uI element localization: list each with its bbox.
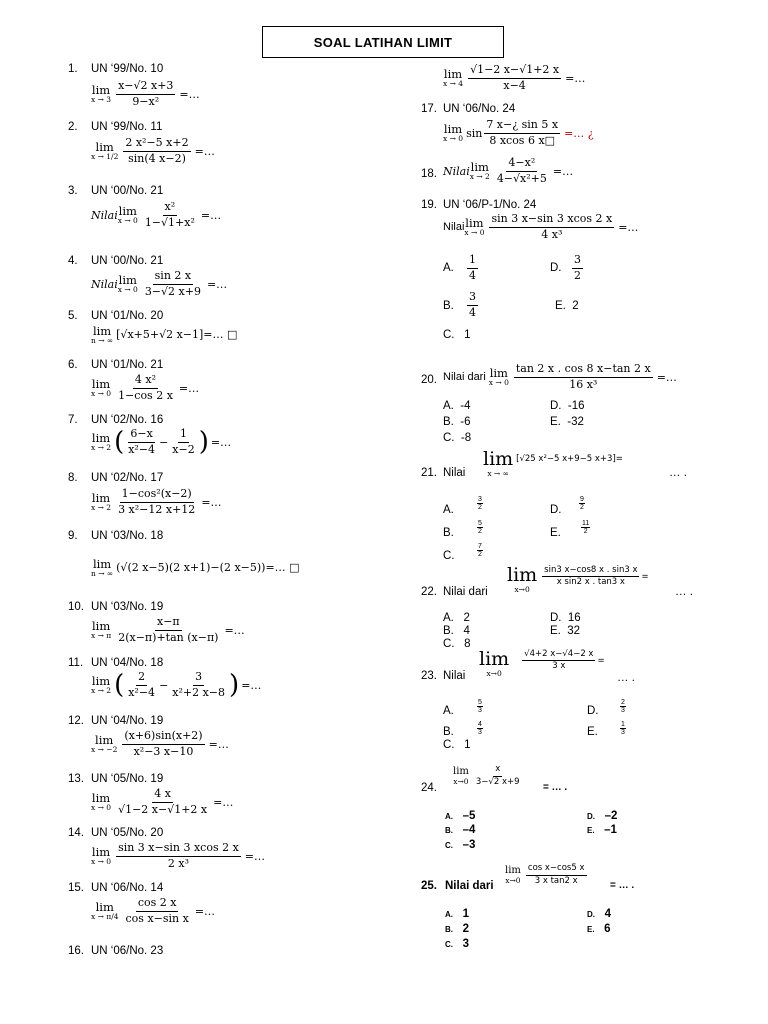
option-b: B. 2 bbox=[445, 923, 469, 935]
option-d-value: $\frac{9}{2}$ bbox=[580, 496, 584, 511]
limit-expression: Nilai lim x → 2 $\frac{\text{4−x²}}{\text{4−√x²+5}}$ =… bbox=[443, 156, 574, 185]
option-b-value: $\frac{4}{3}$ bbox=[478, 721, 482, 736]
question-source: UN ‘06/No. 23 bbox=[91, 945, 164, 957]
option-c: C. 1 bbox=[443, 739, 471, 751]
ellipsis: … . bbox=[617, 672, 635, 684]
question-number: 19. bbox=[421, 199, 437, 211]
option-b: B. -6 bbox=[443, 416, 471, 428]
option-b: B. 4 bbox=[443, 625, 470, 637]
option-b: B. bbox=[443, 527, 454, 539]
limit-expression: lim x → 4 $\frac{√1-2 x-√1+2 x}{x-4}$ =… bbox=[443, 63, 586, 92]
option-d-value: $\frac{2}{3}$ bbox=[621, 699, 625, 714]
question-number: 7. bbox=[68, 414, 78, 426]
question-source: UN ‘03/No. 18 bbox=[91, 530, 164, 542]
limit-expression: Nilai lim x → 0 $\frac{\sin 3 x-\sin 3 xcos 2 x}{\text{4 x³}}$ =… bbox=[443, 212, 639, 241]
limit-expression: lim n → ∞ (√(2 x−5)(2 x+1)−(2 x−5))=… □ bbox=[91, 557, 300, 579]
option-a: A. bbox=[443, 705, 454, 717]
limit-expression: lim x→0 $\frac{x}{3-√2 x+9}$ bbox=[453, 764, 520, 787]
option-c: C. bbox=[443, 550, 455, 562]
question-source: UN ‘06/No. 24 bbox=[443, 103, 516, 115]
question-source: UN ‘99/No. 10 bbox=[91, 63, 164, 75]
question-prefix: Nilai bbox=[443, 467, 466, 479]
ellipsis: … . bbox=[669, 467, 687, 479]
limit-expression: lim x→0 $\frac{\text{cos x−cos5 x}}{\text{3 x tan2 x}}$ bbox=[505, 863, 585, 886]
option-c: C. 1 bbox=[443, 329, 471, 341]
question-number: 17. bbox=[421, 103, 437, 115]
question-source: UN ‘99/No. 11 bbox=[91, 121, 163, 133]
question-source: UN ‘04/No. 19 bbox=[91, 715, 164, 727]
limit-expression: lim x → −2 $\frac{(x+6)\sin(x+2)}{\text{x²−3 x−10}}$ =… bbox=[91, 729, 229, 758]
question-source: UN ‘00/No. 21 bbox=[91, 255, 164, 267]
limit-expression: lim x → 2 ( $\frac{6-x}{\text{x²−4}}$ − $\frac{1}{x-2}$ ) =… bbox=[91, 427, 232, 458]
option-d: D. 16 bbox=[550, 612, 581, 624]
option-e: E. 6 bbox=[587, 923, 611, 935]
question-source: UN ‘03/No. 19 bbox=[91, 601, 164, 613]
option-e: E. 2 bbox=[555, 300, 579, 312]
question-number: 5. bbox=[68, 310, 78, 322]
question-number: 16. bbox=[68, 945, 84, 957]
question-number: 25. bbox=[421, 880, 437, 892]
limit-expression: lim x → 3 $\frac{x-√2 x+3}{\text{9−x²}}$ =… bbox=[91, 79, 200, 108]
option-d: D. 4 bbox=[587, 908, 611, 920]
limit-expression: Nilai lim x → 0 $\frac{\sin 2 x}{3-√2 x+9}$ =… bbox=[91, 269, 228, 298]
ellipsis: … . bbox=[675, 586, 693, 598]
question-number: 24. bbox=[421, 782, 437, 794]
option-a: A. bbox=[443, 504, 454, 516]
question-number: 14. bbox=[68, 827, 84, 839]
question-source: UN ‘01/No. 21 bbox=[91, 359, 164, 371]
option-e: E. 32 bbox=[550, 625, 581, 637]
option-c: C. -8 bbox=[443, 432, 472, 444]
question-source: UN ‘05/No. 19 bbox=[91, 773, 164, 785]
option-c-value: $\frac{7}{2}$ bbox=[478, 543, 482, 558]
question-number: 3. bbox=[68, 185, 78, 197]
option-a: A. -4 bbox=[443, 400, 471, 412]
option-e: E. bbox=[587, 726, 598, 738]
option-b-value: $\frac{3}{4}$ bbox=[469, 290, 476, 319]
option-a-value: $\frac{1}{4}$ bbox=[469, 253, 476, 282]
ellipsis: = … . bbox=[610, 880, 635, 891]
question-number: 13. bbox=[68, 773, 84, 785]
question-source: UN ‘04/No. 18 bbox=[91, 657, 164, 669]
option-a: A. 2 bbox=[443, 612, 470, 624]
limit-expression: lim x→0 $\frac{\sin 3 x-\cos 8 x . \sin 3 x}{\text{x sin2 x . tan3 x}}$ = bbox=[507, 564, 649, 594]
option-b: B. –4 bbox=[445, 824, 476, 836]
option-c: C. 3 bbox=[445, 938, 469, 950]
question-source: UN ‘01/No. 20 bbox=[91, 310, 164, 322]
option-a: A. bbox=[443, 262, 454, 274]
question-number: 12. bbox=[68, 715, 84, 727]
question-source: UN ‘06/No. 14 bbox=[91, 882, 164, 894]
question-number: 8. bbox=[68, 472, 78, 484]
question-number: 18. bbox=[421, 168, 437, 180]
question-number: 21. bbox=[421, 467, 437, 479]
option-b: B. bbox=[443, 300, 454, 312]
limit-expression: lim x → 0 $\frac{4 x}{√1-2 x-√1+2 x}$ =… bbox=[91, 787, 234, 816]
option-e-value: $\frac{1}{3}$ bbox=[621, 721, 625, 736]
option-d: D. bbox=[587, 705, 599, 717]
question-source: UN ‘05/No. 20 bbox=[91, 827, 164, 839]
question-prefix: Nilai dari bbox=[443, 586, 488, 598]
question-number: 1. bbox=[68, 63, 78, 75]
ellipsis: = … . bbox=[543, 782, 568, 793]
limit-expression: lim x → 0 $\frac{\text{4 x²}}{1-\cos 2 x}$ =… bbox=[91, 373, 200, 402]
option-a-value: $\frac{5}{3}$ bbox=[478, 699, 482, 714]
question-source: UN ‘00/No. 21 bbox=[91, 185, 164, 197]
limit-expression: lim x → π/4 $\frac{\cos 2 x}{\text{cos x−sin x}}$ =… bbox=[91, 896, 216, 925]
limit-expression: lim x → 2 $\frac{\text{1−cos²(x−2)}}{\text{3 x²−12 x+12}}$ =… bbox=[91, 487, 222, 516]
option-a: A. 1 bbox=[445, 908, 469, 920]
question-number: 10. bbox=[68, 601, 84, 613]
limit-expression: lim x → π $\frac{x-\pi}{2(x-\pi)+\tan (x-\pi)}$ =… bbox=[91, 615, 245, 644]
option-c: C. –3 bbox=[445, 839, 476, 851]
option-a: A. –5 bbox=[445, 810, 476, 822]
question-source: UN ‘02/No. 16 bbox=[91, 414, 164, 426]
option-e: E. -32 bbox=[550, 416, 584, 428]
option-b-value: $\frac{5}{2}$ bbox=[478, 520, 482, 535]
limit-expression: lim x → 0 $\frac{\sin 3 x-\sin 3 xcos 2 x}{\text{2 x³}}$ =… bbox=[91, 841, 266, 870]
question-number: 4. bbox=[68, 255, 78, 267]
question-number: 2. bbox=[68, 121, 78, 133]
question-number: 6. bbox=[68, 359, 78, 371]
limit-expression: Nilai dari lim x → 0 $\frac{\tan 2 x . \cos 8 x-\tan 2 x}{\text{16 x³}}$ =… bbox=[443, 362, 677, 391]
question-number: 23. bbox=[421, 670, 437, 682]
limit-expression: lim x → ∞ [√25 x²−5 x+9−5 x+3]= bbox=[483, 448, 623, 478]
option-c: C. 8 bbox=[443, 638, 471, 650]
option-b: B. bbox=[443, 726, 454, 738]
question-source: UN ‘06/P-1/No. 24 bbox=[443, 199, 537, 211]
option-d: D. bbox=[550, 504, 562, 516]
limit-expression: lim x → 0 sin $\frac{7 x-¿ \sin 5 x}{8 xcos 6 x□}$ =… ¿ bbox=[443, 118, 594, 147]
limit-expression: Nilai lim x → 0 $\frac{\text{x²}}{\text{1−√1+x²}}$ =… bbox=[91, 200, 222, 229]
question-prefix: Nilai dari bbox=[445, 880, 494, 892]
question-number: 20. bbox=[421, 374, 437, 386]
limit-expression: lim x → 2 ( $\frac{2}{\text{x²−4}}$ − $\frac{3}{\text{x²+2 x−8}}$ ) =… bbox=[91, 670, 262, 701]
question-number: 11. bbox=[68, 657, 84, 669]
limit-expression: lim x→0 $\frac{√4+2 x-√4-2 x}{3 x}$ = bbox=[479, 648, 605, 678]
question-number: 22. bbox=[421, 586, 437, 598]
option-d-value: $\frac{3}{2}$ bbox=[574, 253, 581, 282]
question-prefix: Nilai bbox=[443, 670, 466, 682]
option-a-value: $\frac{3}{2}$ bbox=[478, 496, 482, 511]
limit-expression: lim n → ∞ [√x+5+√2 x−1]=… □ bbox=[91, 324, 238, 346]
option-d: D. –2 bbox=[587, 810, 618, 822]
page-title: SOAL LATIHAN LIMIT bbox=[262, 26, 504, 58]
question-number: 9. bbox=[68, 530, 78, 542]
option-e: E. –1 bbox=[587, 824, 617, 836]
option-d: D. -16 bbox=[550, 400, 585, 412]
option-d: D. bbox=[550, 262, 562, 274]
option-e: E. bbox=[550, 527, 561, 539]
limit-expression: lim x → 1/2 $\frac{\text{2 x²−5 x+2}}{\sin(4 x-2)}$ =… bbox=[91, 136, 215, 165]
question-source: UN ‘02/No. 17 bbox=[91, 472, 164, 484]
question-number: 15. bbox=[68, 882, 84, 894]
option-e-value: $\frac{11}{2}$ bbox=[582, 520, 590, 535]
